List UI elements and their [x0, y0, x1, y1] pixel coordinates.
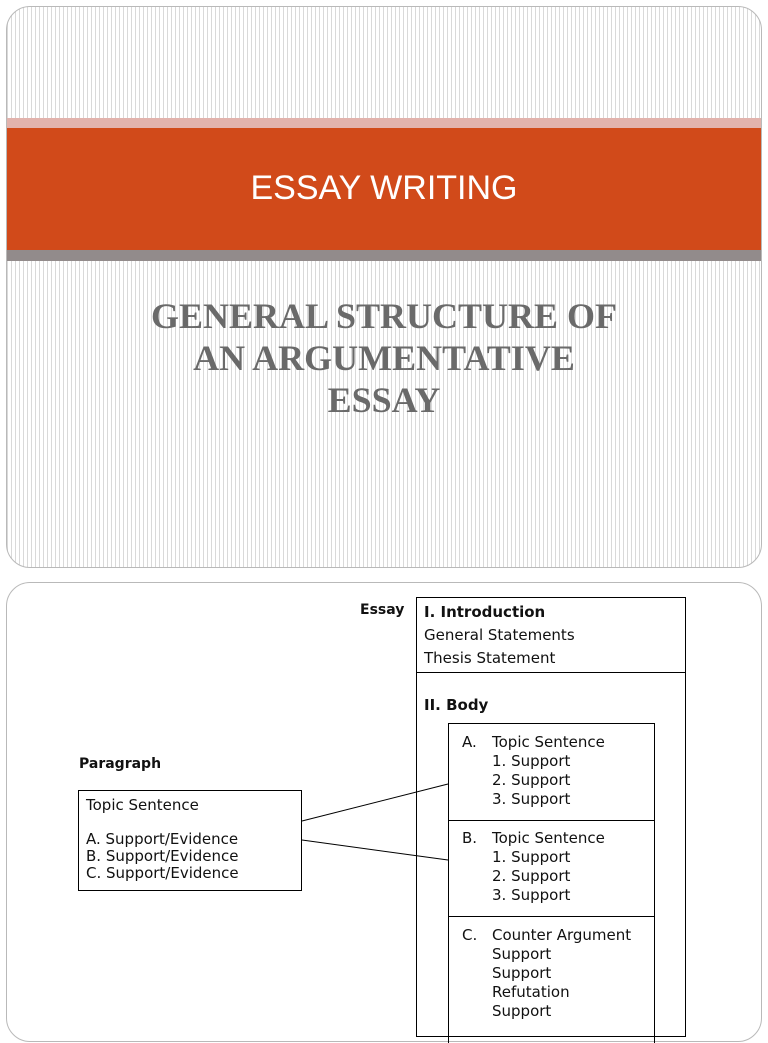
paragraph-support: A. Support/Evidence: [86, 830, 239, 848]
subtitle-line: ESSAY: [327, 380, 441, 420]
section-line: 1. Support: [492, 752, 571, 770]
paragraph-support: B. Support/Evidence: [86, 847, 239, 865]
section-letter: B.: [462, 829, 478, 847]
slide-subtitle: [7, 295, 761, 421]
title-band: [7, 128, 761, 250]
body-section-c: [462, 926, 652, 1026]
section-line: Support: [492, 945, 552, 963]
intro-line: General Statements: [424, 626, 575, 644]
subtitle-line: GENERAL STRUCTURE OF: [150, 296, 618, 336]
body-section-a: [462, 733, 652, 813]
section-divider: [448, 916, 655, 917]
section-line: 3. Support: [492, 886, 571, 904]
accent-band-bottom: [7, 250, 761, 261]
introduction-heading: I. Introduction: [424, 603, 546, 621]
section-letter: A.: [462, 733, 477, 751]
section-line: Refutation: [492, 983, 570, 1001]
title-slide: [6, 6, 762, 568]
section-line: Support: [492, 964, 552, 982]
section-title: Counter Argument: [492, 926, 632, 944]
section-line: 1. Support: [492, 848, 571, 866]
section-line: 2. Support: [492, 771, 571, 789]
section-divider: [448, 820, 655, 821]
essay-label: Essay: [360, 602, 405, 618]
subtitle-line: AN ARGUMENTATIVE: [193, 338, 575, 378]
body-heading: II. Body: [424, 696, 489, 714]
section-title: Topic Sentence: [492, 733, 605, 751]
structure-slide: [6, 582, 762, 1042]
section-line: Support: [492, 1002, 552, 1020]
intro-line: Thesis Statement: [424, 649, 556, 667]
section-line: 3. Support: [492, 790, 571, 808]
section-line: 2. Support: [492, 867, 571, 885]
paragraph-label: Paragraph: [79, 756, 162, 772]
paragraph-support: C. Support/Evidence: [86, 864, 239, 882]
body-section-b: [462, 829, 652, 909]
slide-title: ESSAY WRITING: [250, 168, 518, 207]
intro-divider: [416, 672, 686, 673]
accent-band-top: [7, 118, 761, 128]
section-title: Topic Sentence: [492, 829, 605, 847]
paragraph-topic: Topic Sentence: [86, 796, 199, 814]
section-letter: C.: [462, 926, 478, 944]
